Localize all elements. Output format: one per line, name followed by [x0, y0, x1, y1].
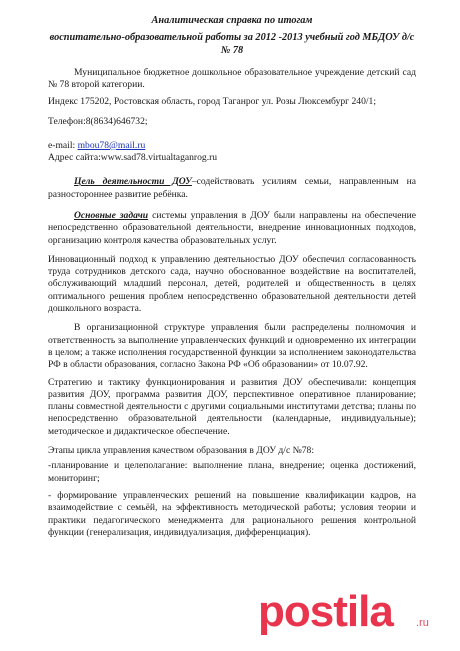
- stages-item-planning: -планирование и целеполагание: выполнение плана, внедрение; оценка достижений, мониторинг;: [48, 460, 416, 484]
- document-title-line1: Аналитическая справка по итогам: [151, 15, 313, 26]
- postila-watermark-logo: [258, 586, 460, 638]
- innovation-paragraph: Инновационный подход к управлению деятельностью ДОУ обеспечил согласованность труда сотрудников детского сада, научно обоснованное воздействие на воспитателей, обслуживающий младший персонал, детей, родителей и общественность в целях оптимального решения проблем непосредственно образовательной деятельности детей дошкольного возраста.: [48, 253, 416, 315]
- org-phone: Телефон:8(8634)646732;: [48, 115, 148, 127]
- goal-text: –содействовать усилиям семьи, направленным на разностороннее развитие ребёнка.: [48, 176, 416, 200]
- strategy-paragraph: Стратегию и тактику функционирования и развития ДОУ обеспечивали: концепция развития ДОУ, программа развития ДОУ, перспективное оперативное планирование; планы совместной деятельности с другими социальными институтами детства; планы по непосредственно образовательной деятельности (календарные, индивидуальные); методическое и дидактическое обеспечение.: [48, 376, 416, 437]
- email-label: e-mail:: [48, 139, 78, 151]
- goal-label: Цель деятельности ДОУ: [74, 176, 192, 188]
- email-link[interactable]: mbou78@mail.ru: [77, 139, 146, 151]
- svg-text:.ru: .ru: [416, 617, 429, 629]
- goal-paragraph: [48, 176, 416, 201]
- org-address: Индекс 175202, Ростовская область, город Таганрог ул. Розы Люксембург 240/1;: [48, 96, 377, 108]
- org-email: [48, 140, 416, 152]
- tasks-text: системы управления в ДОУ были направлены на обеспечение непосредственно образовательной деятельности, внедрение инновационных подходов, организацию контроля качества образовательных услуг.: [48, 209, 416, 246]
- document-page: [48, 14, 416, 539]
- tasks-paragraph: [48, 210, 416, 247]
- org-site: Адрес сайта:www.sad78.virtualtaganrog.ru: [48, 152, 218, 164]
- svg-text:postila: postila: [258, 587, 393, 636]
- document-title-line2: воспитательно-образовательной работы за 2012 -2013 учебный год МБДОУ д/с № 78: [49, 32, 415, 57]
- structure-paragraph: В организационной структуре управления были распределены полномочия и ответственность за выполнение управленческих функций и одновременно их интеграции в целом; а также исполнения государственной функции за исполнением законодательства РФ в области образования, согласно Закона РФ «Об образовании» от 10.07.92.: [48, 322, 416, 371]
- stages-heading: Этапы цикла управления качеством образования в ДОУ д/с №78:: [48, 445, 315, 457]
- org-description: Муниципальное бюджетное дошкольное образовательное учреждение детский сад № 78 второй категории.: [48, 66, 416, 90]
- tasks-label: Основные задачи: [74, 209, 149, 221]
- stages-item-decisions: - формирование управленческих решений на повышение квалификации кадров, на взаимодействие с семьёй, на эффективность методической работы; условия теории и практики педагогического менеджмента для рационального решения контрольной функции (генерализация, индивидуализация, дифференциация).: [48, 489, 416, 538]
